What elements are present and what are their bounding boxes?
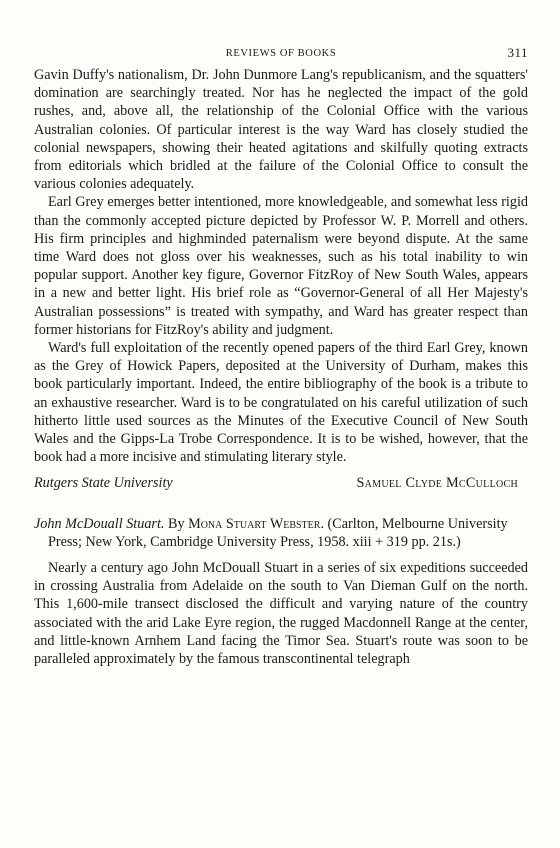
citation-by: By [167,515,185,532]
reviewer-name: Samuel Clyde McCulloch [356,475,518,492]
paragraph-earl-grey: Earl Grey emerges better intentioned, more knowledgeable, and somewhat less rigid than the commonly accepted picture depicted by Professor W. P. Morrell and others. His firm principles and highminded paternalism were beyond dispute. At the same time Ward does not gloss over his weaknesses, such as his total inability to win popular support. Another key figure, Governor FitzRoy of New South Wales, appears in a new and better light. His brief role as “Governor-General of all Her Majesty's Australian possessions” is treated with sympathy, and Ward has greater respect than former historians for FitzRoy's ability and judgment. [34,194,528,338]
book-citation [34,515,528,551]
running-head: REVIEWS OF BOOKS [225,48,337,59]
reviewer-affiliation: Rutgers State University [34,475,173,492]
citation-title: John McDouall Stuart. [34,515,165,532]
review-signature [34,474,528,492]
citation-author: Mona Stuart Webster. [188,515,324,532]
paragraph-stuart-review: Nearly a century ago John McDouall Stuart in a series of six expeditions succeeded in crossing Australia from Adelaide on the south to Van Dieman Gulf on the north. This 1,600-mile transect disclosed the difficult and varying nature of the country associated with the arid Lake Eyre region, the rugged Macdonnell Range at the center, and little-known Arnhem Land facing the Timor Sea. Stuart's route was soon to be paralleled approximately by the famous transcontinental telegraph [34,560,528,668]
body-text [34,66,528,668]
page-number: 311 [507,45,528,60]
citation-details: (Carlton, Melbourne University Press; New York, Cambridge University Press, 1958. xiii + 319 pp. 21s.) [48,515,508,550]
paragraph-sources: Ward's full exploitation of the recently opened papers of the third Earl Grey, known as the Grey of Howick Papers, deposited at the University of Durham, makes this book particularly important. Indeed, the entire bibliography of the book is a tribute to an exhaustive researcher. Ward is to be congratulated on his careful utilization of such hitherto little used sources as the Minutes of the Executive Council of New South Wales and the Gipps-La Trobe Correspondence. It is to be wished, however, that the book had a more incisive and stimulating literary style. [34,340,528,466]
paragraph-colonial-office: Gavin Duffy's nationalism, Dr. John Dunmore Lang's republicanism, and the squatters' domination are searchingly treated. Nor has he neglected the impact of the gold rushes, and, above all, the relationship of the Colonial Office with the various Australian colonies. Of particular interest is the way Ward has closely studied the colonial newspapers, showing their heated agitations and skilfully quoting extracts from editorials which bridled at the failure of the Colonial Office to consult the various colonies adequately. [34,67,528,193]
